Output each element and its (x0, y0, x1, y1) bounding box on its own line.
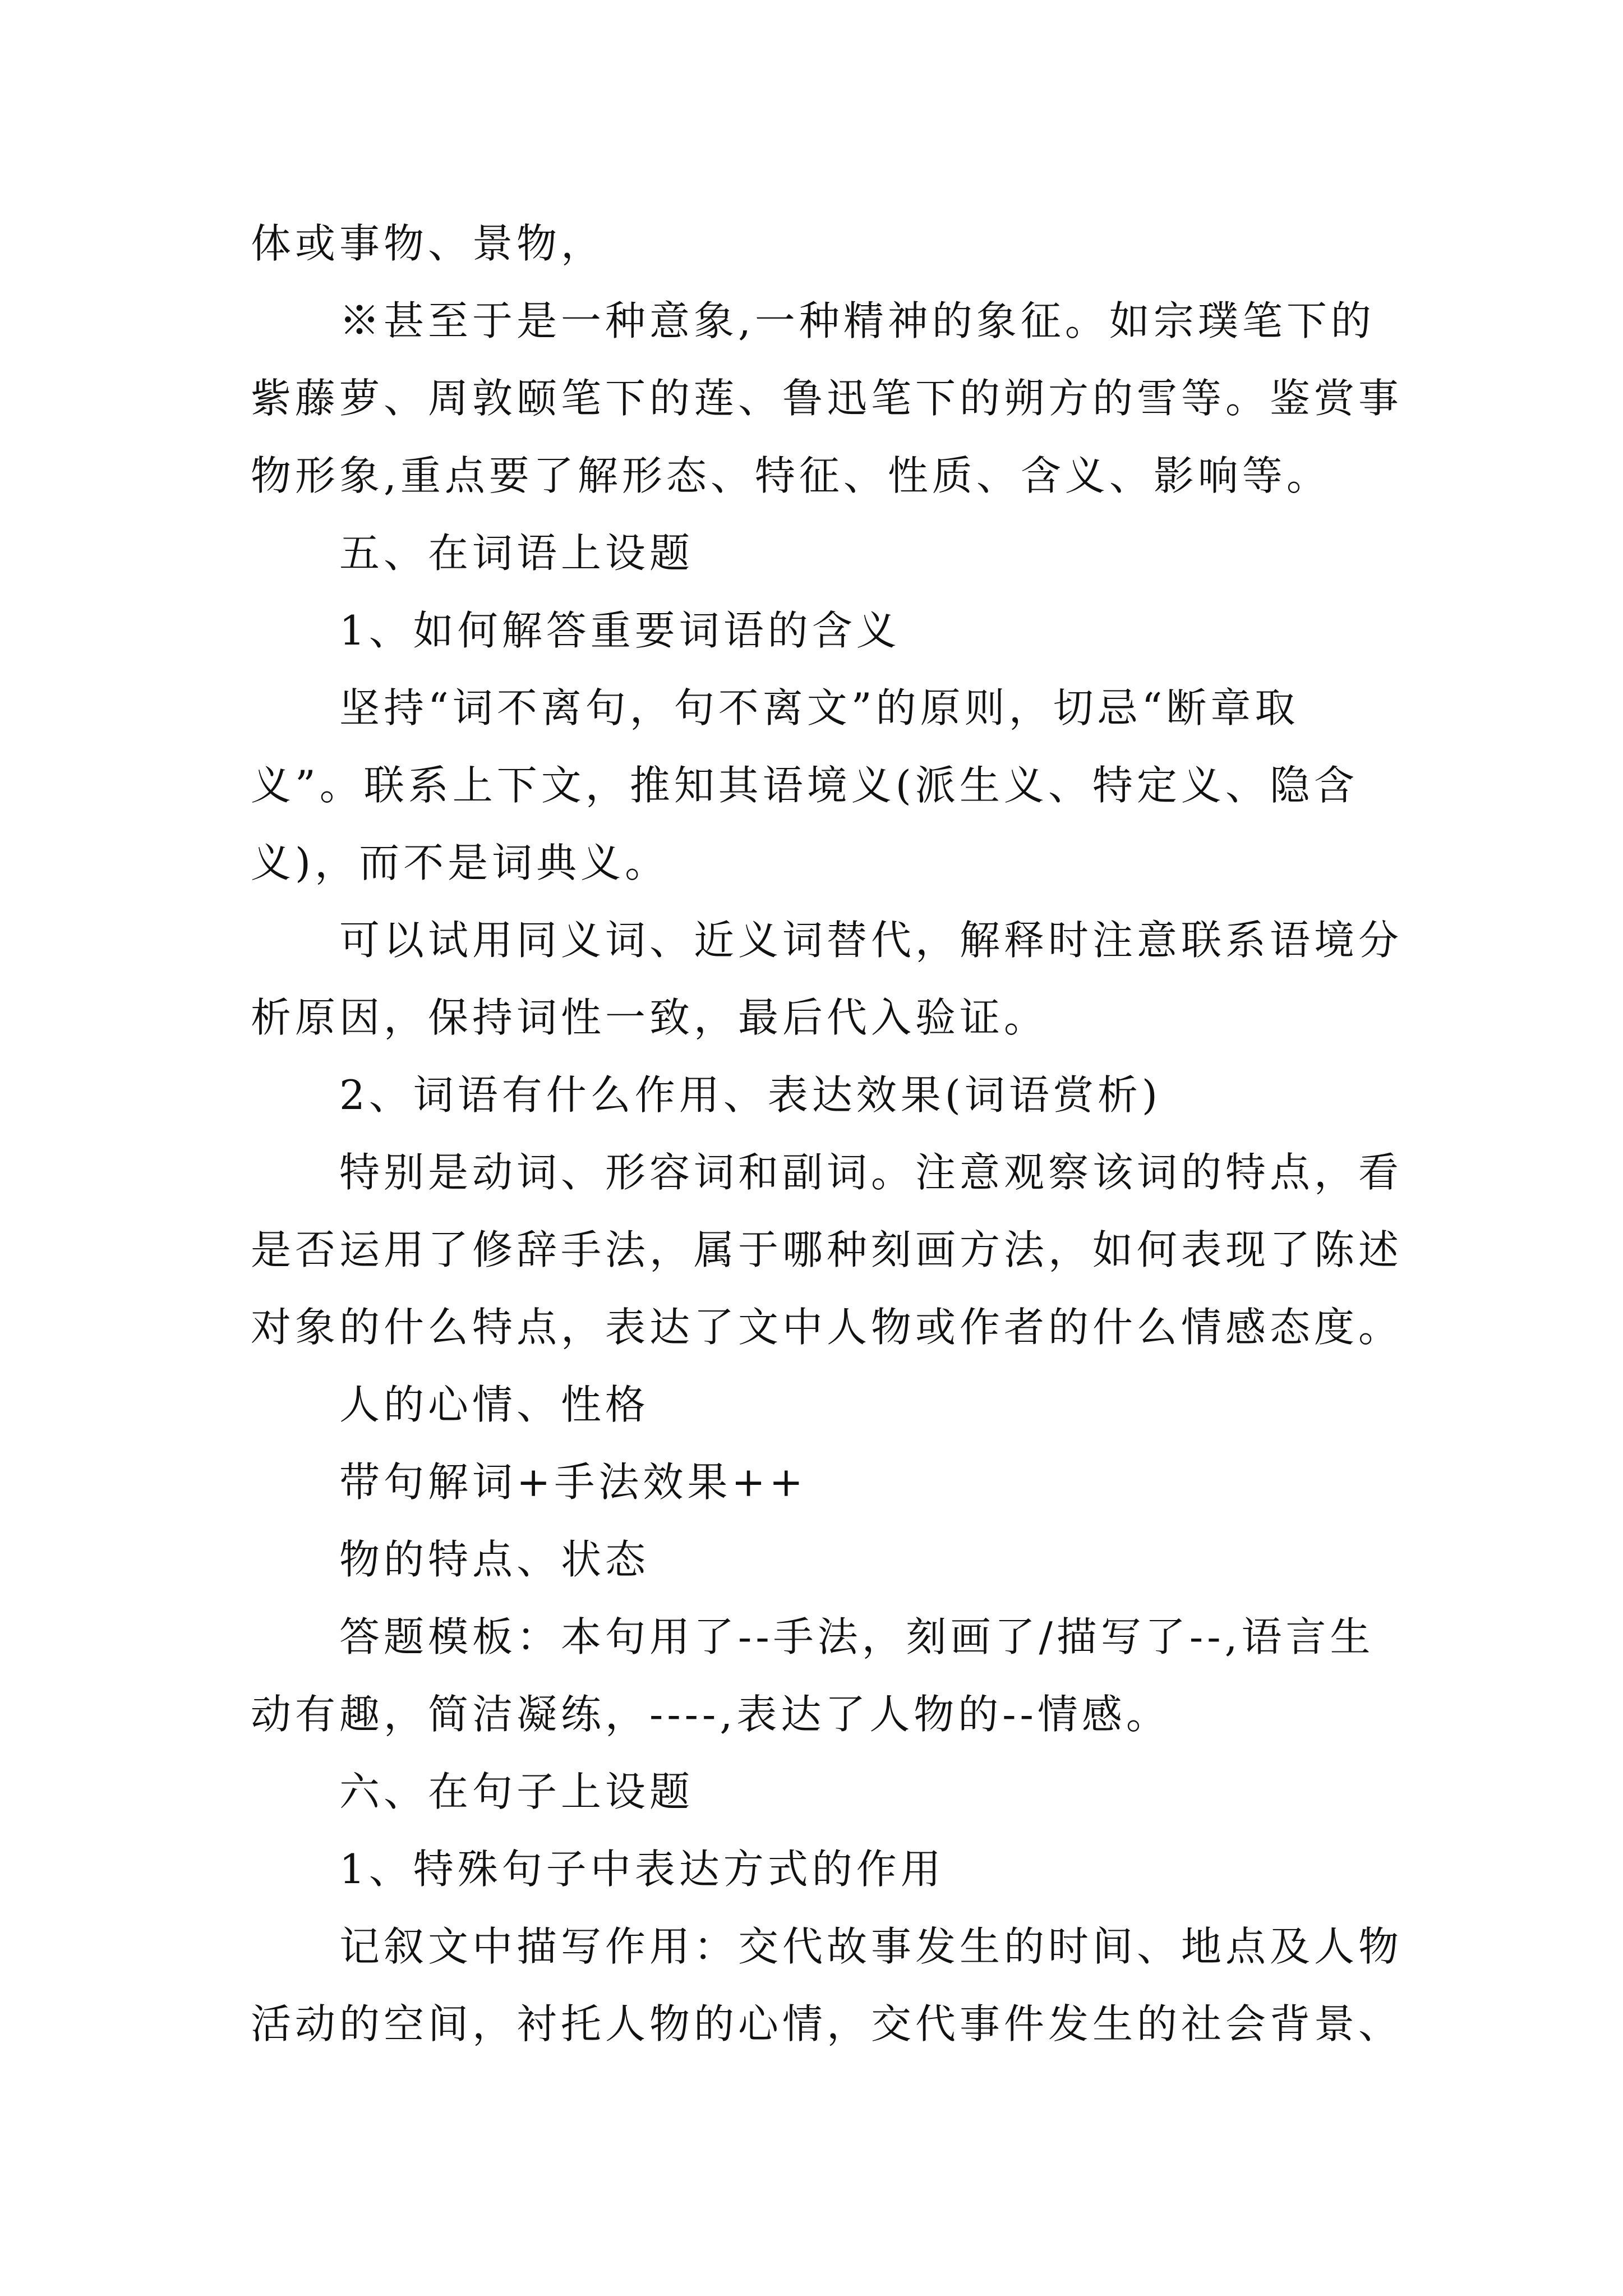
heading-text: 六、在句子上设题 (339, 1768, 694, 1815)
subsection-heading (251, 592, 1484, 669)
text-line: 物的特点、状态 (339, 1536, 650, 1583)
heading-text: 1、如何解答重要词语的含义 (339, 607, 901, 654)
text-line: 析原因，保持词性一致，最后代入验证。 (251, 994, 1049, 1041)
text-line: 活动的空间，衬托人物的心情，交代事件发生的社会背景、 (251, 2000, 1403, 2047)
paragraph (251, 1598, 1484, 1753)
paragraph (251, 1366, 1484, 1443)
text-line: 动有趣，简洁凝练，----,表达了人物的--情感。 (251, 1691, 1170, 1738)
heading-text: 2、词语有什么作用、表达效果(词语赏析) (339, 1071, 1161, 1119)
text-line: 义)，而不是词典义。 (251, 839, 670, 886)
text-line: 坚持“词不离句，句不离文”的原则，切忌“断章取 (339, 684, 1299, 731)
paragraph (251, 1908, 1484, 2063)
paragraph (251, 669, 1484, 901)
paragraph (251, 1443, 1484, 1521)
text-line: 特别是动词、形容词和副词。注意观察该词的特点，看 (339, 1149, 1403, 1196)
subsection-heading (251, 1830, 1484, 1908)
text-line: 记叙文中描写作用：交代故事发生的时间、地点及人物 (339, 1923, 1403, 1970)
heading-text: 五、在词语上设题 (339, 530, 694, 577)
text-line: ※甚至于是一种意象,一种精神的象征。如宗璞笔下的 (339, 297, 1375, 344)
text-line: 紫藤萝、周敦颐笔下的莲、鲁迅笔下的朔方的雪等。鉴赏事 (251, 375, 1403, 422)
text-line: 对象的什么特点，表达了文中人物或作者的什么情感态度。 (251, 1304, 1403, 1351)
text-line: 带句解词+手法效果++ (339, 1458, 807, 1506)
paragraph (251, 901, 1484, 1056)
section-heading (251, 514, 1484, 592)
section-heading (251, 1753, 1484, 1830)
text-line: 义”。联系上下文，推知其语境义(派生义、特定义、隐含 (251, 762, 1358, 809)
paragraph (251, 205, 1484, 282)
paragraph (251, 282, 1484, 514)
text-line: 体或事物、景物， (251, 220, 606, 267)
text-line: 是否运用了修辞手法，属于哪种刻画方法，如何表现了陈述 (251, 1226, 1403, 1273)
text-line: 可以试用同义词、近义词替代，解释时注意联系语境分 (339, 917, 1403, 964)
document-body (251, 205, 1484, 2063)
text-line: 答题模板：本句用了--手法，刻画了/描写了--,语言生 (339, 1613, 1375, 1660)
text-line: 物形象,重点要了解形态、特征、性质、含义、影响等。 (251, 452, 1331, 499)
heading-text: 1、特殊句子中表达方式的作用 (339, 1846, 945, 1893)
subsection-heading (251, 1056, 1484, 1134)
paragraph (251, 1134, 1484, 1366)
text-line: 人的心情、性格 (339, 1381, 650, 1428)
paragraph (251, 1521, 1484, 1598)
